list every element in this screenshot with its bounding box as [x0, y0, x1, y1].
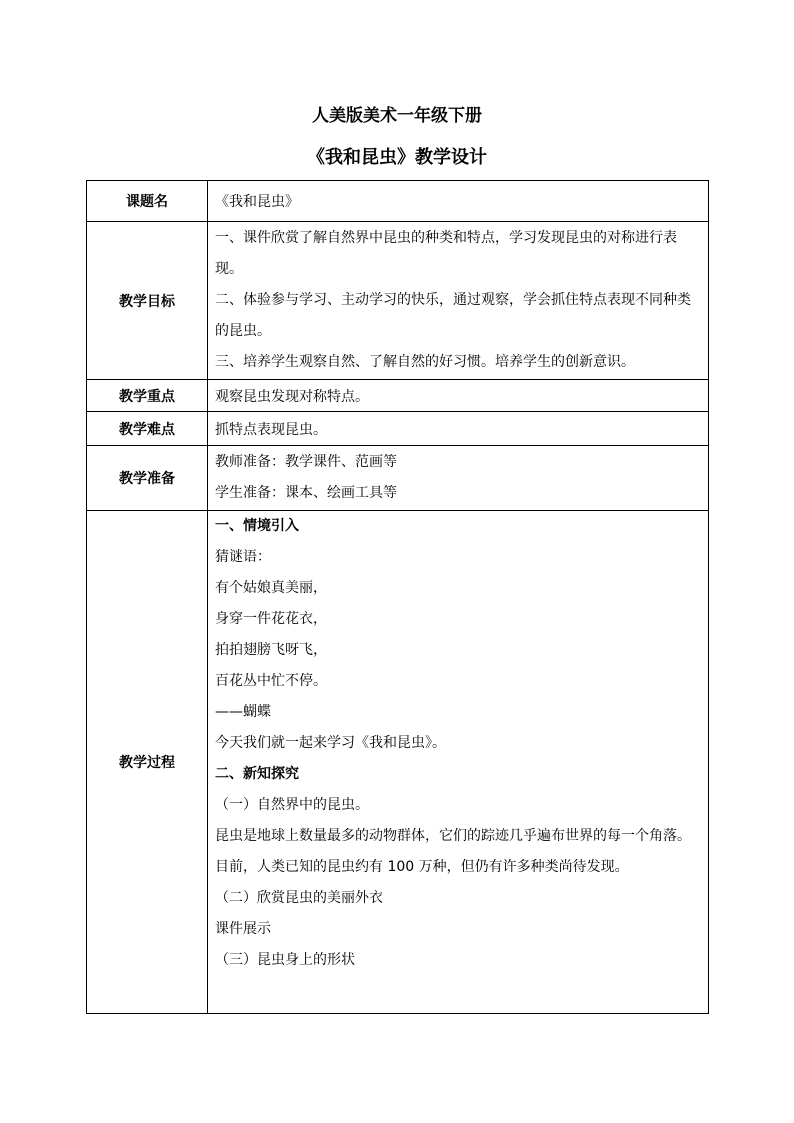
- focus-label: 教学重点: [87, 380, 208, 412]
- table-row-focus: [87, 380, 709, 412]
- process-content: [208, 511, 709, 1014]
- focus-value: 观察昆虫发现对称特点。: [208, 380, 709, 412]
- document-subtitle: 《我和昆虫》教学设计: [307, 147, 487, 168]
- section-heading: 一、情境引入: [215, 518, 299, 534]
- process-label: 教学过程: [87, 511, 208, 1014]
- courseware-show: 课件展示: [215, 921, 271, 937]
- prep-label: 教学准备: [87, 446, 208, 511]
- insect-paragraph: 昆虫是地球上数量最多的动物群体，它们的踪迹几乎遍布世界的每一个角落。目前，人类已知的昆虫约有 100 万种，但仍有许多种类尚待发现。: [215, 828, 691, 875]
- topic-label: 课题名: [87, 181, 208, 222]
- table-row-process: [87, 511, 709, 1014]
- subsection-heading: （二）欣赏昆虫的美丽外衣: [215, 890, 383, 906]
- subsection-heading: （一）自然界中的昆虫。: [215, 797, 369, 813]
- prep-student: 学生准备：课本、绘画工具等: [215, 485, 397, 501]
- goals-label: 教学目标: [87, 222, 208, 380]
- prep-content: [208, 446, 709, 511]
- table-row-goals: [87, 222, 709, 380]
- table-row-topic: [87, 181, 709, 222]
- riddle-line: 有个姑娘真美丽，: [215, 580, 327, 596]
- intro-sentence: 今天我们就一起来学习《我和昆虫》。: [215, 735, 446, 751]
- riddle-line: 百花丛中忙不停。: [215, 673, 327, 689]
- goals-content: [208, 222, 709, 380]
- riddle-answer: ——蝴蝶: [215, 704, 271, 720]
- difficulty-value: 抓特点表现昆虫。: [208, 412, 709, 446]
- difficulty-label: 教学难点: [87, 412, 208, 446]
- riddle-line: 拍拍翅膀飞呀飞，: [215, 642, 327, 658]
- document-title: 人美版美术一年级下册: [312, 106, 482, 126]
- prep-teacher: 教师准备：教学课件、范画等: [215, 454, 397, 470]
- table-row-prep: [87, 446, 709, 511]
- goal-item: 一、课件欣赏了解自然界中昆虫的种类和特点，学习发现昆虫的对称进行表现。: [215, 230, 677, 277]
- section-heading: 二、新知探究: [215, 766, 299, 782]
- riddle-intro: 猜谜语：: [215, 549, 271, 565]
- goal-item: 三、培养学生观察自然、了解自然的好习惯。培养学生的创新意识。: [215, 354, 635, 370]
- riddle-line: 身穿一件花花衣，: [215, 611, 327, 627]
- topic-value: 《我和昆虫》: [208, 181, 709, 222]
- lesson-plan-table: [86, 180, 709, 1014]
- subsection-heading: （三）昆虫身上的形状: [215, 952, 355, 968]
- goal-item: 二、体验参与学习、主动学习的快乐，通过观察，学会抓住特点表现不同种类的昆虫。: [215, 292, 691, 339]
- table-row-difficulty: [87, 412, 709, 446]
